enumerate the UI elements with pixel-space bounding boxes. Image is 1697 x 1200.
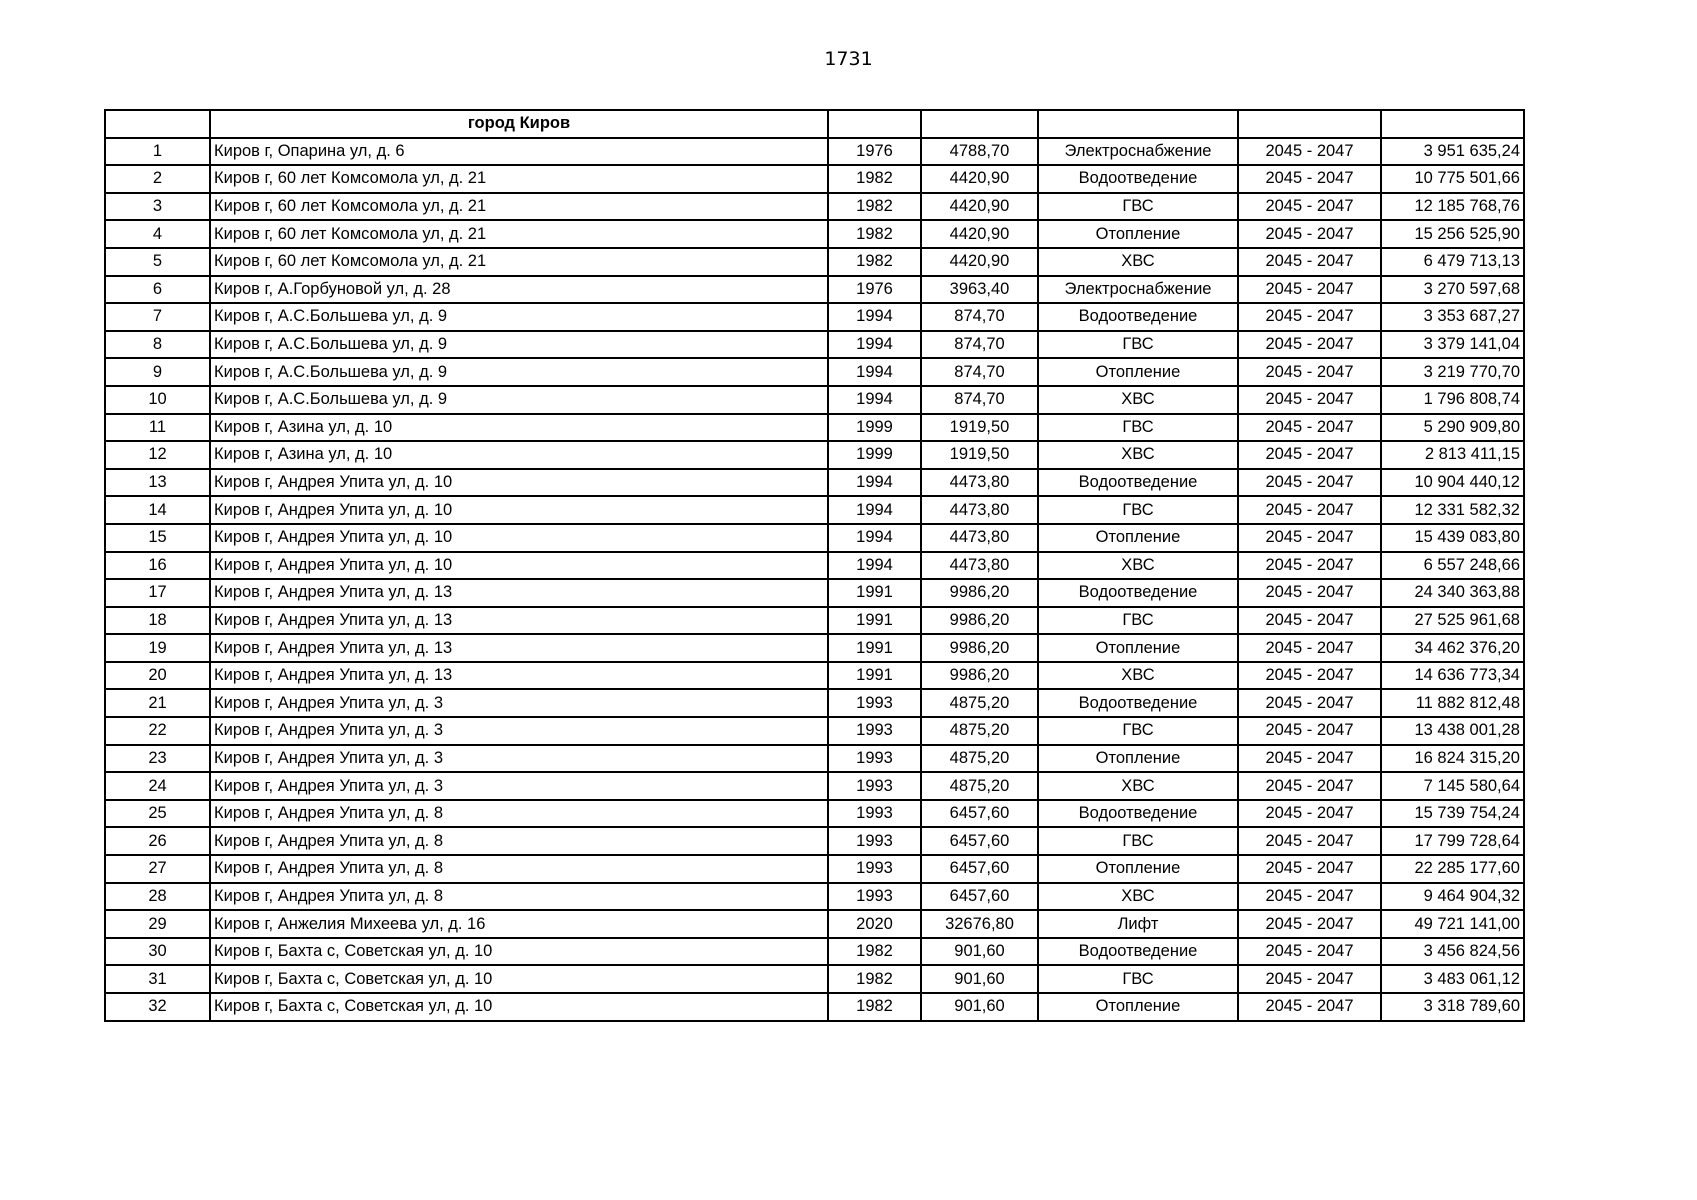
service-cell: ХВС — [1038, 386, 1238, 414]
table-row — [105, 414, 1524, 442]
period-cell: 2045 - 2047 — [1238, 248, 1381, 276]
address-cell: Киров г, Андрея Упита ул, д. 3 — [210, 772, 828, 800]
address-cell: Киров г, Опарина ул, д. 6 — [210, 138, 828, 166]
area-cell: 3963,40 — [921, 276, 1038, 304]
table-row — [105, 855, 1524, 883]
cost-cell: 3 353 687,27 — [1381, 303, 1524, 331]
area-cell: 4875,20 — [921, 772, 1038, 800]
table-row — [105, 800, 1524, 828]
area-cell: 6457,60 — [921, 800, 1038, 828]
period-cell: 2045 - 2047 — [1238, 331, 1381, 359]
table-row — [105, 938, 1524, 966]
group-cell-empty — [1038, 110, 1238, 138]
address-cell: Киров г, Андрея Упита ул, д. 8 — [210, 855, 828, 883]
area-cell: 9986,20 — [921, 634, 1038, 662]
row-number: 6 — [105, 276, 210, 304]
cost-cell: 13 438 001,28 — [1381, 717, 1524, 745]
address-cell: Киров г, А.С.Большева ул, д. 9 — [210, 386, 828, 414]
period-cell: 2045 - 2047 — [1238, 800, 1381, 828]
area-cell: 901,60 — [921, 965, 1038, 993]
area-cell: 9986,20 — [921, 662, 1038, 690]
year-cell: 1994 — [828, 552, 921, 580]
address-cell: Киров г, Андрея Упита ул, д. 8 — [210, 800, 828, 828]
cost-cell: 3 379 141,04 — [1381, 331, 1524, 359]
cost-cell: 11 882 812,48 — [1381, 689, 1524, 717]
row-number: 5 — [105, 248, 210, 276]
service-cell: Лифт — [1038, 910, 1238, 938]
table-row — [105, 469, 1524, 497]
cost-cell: 10 775 501,66 — [1381, 165, 1524, 193]
period-cell: 2045 - 2047 — [1238, 579, 1381, 607]
year-cell: 1982 — [828, 193, 921, 221]
year-cell: 1994 — [828, 331, 921, 359]
period-cell: 2045 - 2047 — [1238, 193, 1381, 221]
row-number: 27 — [105, 855, 210, 883]
year-cell: 1982 — [828, 248, 921, 276]
cost-cell: 14 636 773,34 — [1381, 662, 1524, 690]
table-row — [105, 993, 1524, 1021]
year-cell: 1982 — [828, 993, 921, 1021]
service-cell: Водоотведение — [1038, 303, 1238, 331]
table-row — [105, 579, 1524, 607]
area-cell: 874,70 — [921, 331, 1038, 359]
year-cell: 1982 — [828, 938, 921, 966]
table-row — [105, 331, 1524, 359]
address-cell: Киров г, 60 лет Комсомола ул, д. 21 — [210, 220, 828, 248]
period-cell: 2045 - 2047 — [1238, 827, 1381, 855]
table-row — [105, 772, 1524, 800]
cost-cell: 3 483 061,12 — [1381, 965, 1524, 993]
service-cell: ХВС — [1038, 662, 1238, 690]
row-number: 11 — [105, 414, 210, 442]
row-number: 16 — [105, 552, 210, 580]
table-row — [105, 138, 1524, 166]
table-row — [105, 524, 1524, 552]
address-cell: Киров г, Андрея Упита ул, д. 10 — [210, 469, 828, 497]
table-row — [105, 634, 1524, 662]
address-cell: Киров г, А.С.Большева ул, д. 9 — [210, 331, 828, 359]
address-cell: Киров г, Бахта с, Советская ул, д. 10 — [210, 965, 828, 993]
table-row — [105, 248, 1524, 276]
cost-cell: 10 904 440,12 — [1381, 469, 1524, 497]
row-number: 28 — [105, 883, 210, 911]
address-cell: Киров г, Андрея Упита ул, д. 10 — [210, 524, 828, 552]
table-row — [105, 965, 1524, 993]
year-cell: 1993 — [828, 689, 921, 717]
year-cell: 1993 — [828, 883, 921, 911]
year-cell: 1991 — [828, 662, 921, 690]
period-cell: 2045 - 2047 — [1238, 276, 1381, 304]
address-cell: Киров г, Андрея Упита ул, д. 10 — [210, 552, 828, 580]
service-cell: ГВС — [1038, 827, 1238, 855]
period-cell: 2045 - 2047 — [1238, 883, 1381, 911]
service-cell: Водоотведение — [1038, 689, 1238, 717]
year-cell: 1999 — [828, 414, 921, 442]
table-row — [105, 165, 1524, 193]
cost-cell: 3 456 824,56 — [1381, 938, 1524, 966]
year-cell: 1976 — [828, 138, 921, 166]
table-row — [105, 358, 1524, 386]
row-number: 21 — [105, 689, 210, 717]
year-cell: 1993 — [828, 717, 921, 745]
year-cell: 1982 — [828, 220, 921, 248]
area-cell: 4420,90 — [921, 248, 1038, 276]
period-cell: 2045 - 2047 — [1238, 689, 1381, 717]
address-cell: Киров г, Андрея Упита ул, д. 13 — [210, 634, 828, 662]
row-number: 7 — [105, 303, 210, 331]
cost-cell: 3 951 635,24 — [1381, 138, 1524, 166]
cost-cell: 2 813 411,15 — [1381, 441, 1524, 469]
table-row — [105, 745, 1524, 773]
year-cell: 1993 — [828, 855, 921, 883]
cost-cell: 24 340 363,88 — [1381, 579, 1524, 607]
table-row — [105, 607, 1524, 635]
period-cell: 2045 - 2047 — [1238, 910, 1381, 938]
year-cell: 1976 — [828, 276, 921, 304]
area-cell: 9986,20 — [921, 607, 1038, 635]
table-row — [105, 827, 1524, 855]
period-cell: 2045 - 2047 — [1238, 634, 1381, 662]
cost-cell: 15 739 754,24 — [1381, 800, 1524, 828]
year-cell: 1993 — [828, 827, 921, 855]
address-cell: Киров г, Азина ул, д. 10 — [210, 414, 828, 442]
area-cell: 4788,70 — [921, 138, 1038, 166]
row-number: 20 — [105, 662, 210, 690]
service-cell: ГВС — [1038, 607, 1238, 635]
year-cell: 1991 — [828, 607, 921, 635]
area-cell: 874,70 — [921, 386, 1038, 414]
period-cell: 2045 - 2047 — [1238, 993, 1381, 1021]
service-cell: Электроснабжение — [1038, 276, 1238, 304]
service-cell: Водоотведение — [1038, 469, 1238, 497]
row-number: 23 — [105, 745, 210, 773]
address-cell: Киров г, Бахта с, Советская ул, д. 10 — [210, 993, 828, 1021]
address-cell: Киров г, Андрея Упита ул, д. 3 — [210, 689, 828, 717]
service-cell: ГВС — [1038, 193, 1238, 221]
period-cell: 2045 - 2047 — [1238, 772, 1381, 800]
row-number: 30 — [105, 938, 210, 966]
table-row — [105, 386, 1524, 414]
row-number: 29 — [105, 910, 210, 938]
period-cell: 2045 - 2047 — [1238, 607, 1381, 635]
address-cell: Киров г, А.Горбуновой ул, д. 28 — [210, 276, 828, 304]
cost-cell: 1 796 808,74 — [1381, 386, 1524, 414]
address-cell: Киров г, Андрея Упита ул, д. 13 — [210, 662, 828, 690]
cost-cell: 6 479 713,13 — [1381, 248, 1524, 276]
year-cell: 1991 — [828, 579, 921, 607]
area-cell: 6457,60 — [921, 883, 1038, 911]
area-cell: 874,70 — [921, 358, 1038, 386]
row-number: 14 — [105, 496, 210, 524]
area-cell: 4473,80 — [921, 552, 1038, 580]
address-cell: Киров г, Андрея Упита ул, д. 13 — [210, 607, 828, 635]
year-cell: 1999 — [828, 441, 921, 469]
area-cell: 32676,80 — [921, 910, 1038, 938]
period-cell: 2045 - 2047 — [1238, 965, 1381, 993]
address-cell: Киров г, Андрея Упита ул, д. 8 — [210, 883, 828, 911]
period-cell: 2045 - 2047 — [1238, 220, 1381, 248]
area-cell: 4473,80 — [921, 469, 1038, 497]
service-cell: Водоотведение — [1038, 938, 1238, 966]
service-cell: ГВС — [1038, 414, 1238, 442]
period-cell: 2045 - 2047 — [1238, 386, 1381, 414]
area-cell: 4875,20 — [921, 717, 1038, 745]
row-number: 22 — [105, 717, 210, 745]
period-cell: 2045 - 2047 — [1238, 745, 1381, 773]
service-cell: Отопление — [1038, 220, 1238, 248]
year-cell: 1994 — [828, 358, 921, 386]
year-cell: 2020 — [828, 910, 921, 938]
cost-cell: 34 462 376,20 — [1381, 634, 1524, 662]
area-cell: 4420,90 — [921, 193, 1038, 221]
year-cell: 1994 — [828, 524, 921, 552]
service-cell: Электроснабжение — [1038, 138, 1238, 166]
cost-cell: 16 824 315,20 — [1381, 745, 1524, 773]
row-number: 12 — [105, 441, 210, 469]
cost-cell: 22 285 177,60 — [1381, 855, 1524, 883]
cost-cell: 3 318 789,60 — [1381, 993, 1524, 1021]
service-cell: ХВС — [1038, 441, 1238, 469]
period-cell: 2045 - 2047 — [1238, 469, 1381, 497]
period-cell: 2045 - 2047 — [1238, 414, 1381, 442]
area-cell: 6457,60 — [921, 855, 1038, 883]
row-number: 1 — [105, 138, 210, 166]
row-number: 10 — [105, 386, 210, 414]
address-cell: Киров г, Азина ул, д. 10 — [210, 441, 828, 469]
year-cell: 1994 — [828, 386, 921, 414]
area-cell: 9986,20 — [921, 579, 1038, 607]
cost-cell: 3 270 597,68 — [1381, 276, 1524, 304]
address-cell: Киров г, Андрея Упита ул, д. 13 — [210, 579, 828, 607]
cost-cell: 6 557 248,66 — [1381, 552, 1524, 580]
area-cell: 874,70 — [921, 303, 1038, 331]
year-cell: 1993 — [828, 745, 921, 773]
row-number: 2 — [105, 165, 210, 193]
row-number: 32 — [105, 993, 210, 1021]
period-cell: 2045 - 2047 — [1238, 165, 1381, 193]
area-cell: 4420,90 — [921, 220, 1038, 248]
cost-cell: 49 721 141,00 — [1381, 910, 1524, 938]
address-cell: Киров г, Андрея Упита ул, д. 3 — [210, 745, 828, 773]
cost-cell: 15 256 525,90 — [1381, 220, 1524, 248]
cost-cell: 17 799 728,64 — [1381, 827, 1524, 855]
service-cell: Отопление — [1038, 358, 1238, 386]
table-row — [105, 552, 1524, 580]
cost-cell: 27 525 961,68 — [1381, 607, 1524, 635]
period-cell: 2045 - 2047 — [1238, 441, 1381, 469]
area-cell: 4875,20 — [921, 745, 1038, 773]
row-number: 31 — [105, 965, 210, 993]
address-cell: Киров г, Андрея Упита ул, д. 10 — [210, 496, 828, 524]
service-cell: Отопление — [1038, 993, 1238, 1021]
year-cell: 1993 — [828, 772, 921, 800]
area-cell: 4420,90 — [921, 165, 1038, 193]
service-cell: Водоотведение — [1038, 165, 1238, 193]
table-row — [105, 910, 1524, 938]
period-cell: 2045 - 2047 — [1238, 717, 1381, 745]
service-cell: ХВС — [1038, 772, 1238, 800]
area-cell: 901,60 — [921, 993, 1038, 1021]
table-row — [105, 193, 1524, 221]
address-cell: Киров г, 60 лет Комсомола ул, д. 21 — [210, 193, 828, 221]
service-cell: ГВС — [1038, 717, 1238, 745]
row-number: 13 — [105, 469, 210, 497]
table-row — [105, 496, 1524, 524]
year-cell: 1991 — [828, 634, 921, 662]
row-number: 8 — [105, 331, 210, 359]
address-cell: Киров г, А.С.Большева ул, д. 9 — [210, 303, 828, 331]
area-cell: 901,60 — [921, 938, 1038, 966]
period-cell: 2045 - 2047 — [1238, 358, 1381, 386]
period-cell: 2045 - 2047 — [1238, 496, 1381, 524]
service-cell: ГВС — [1038, 496, 1238, 524]
row-number: 4 — [105, 220, 210, 248]
table-row — [105, 441, 1524, 469]
table-row — [105, 220, 1524, 248]
service-cell: Водоотведение — [1038, 579, 1238, 607]
row-number: 17 — [105, 579, 210, 607]
table-body — [105, 110, 1524, 1021]
service-cell: Отопление — [1038, 855, 1238, 883]
group-cell-empty — [1238, 110, 1381, 138]
area-cell: 4875,20 — [921, 689, 1038, 717]
address-cell: Киров г, 60 лет Комсомола ул, д. 21 — [210, 248, 828, 276]
group-title: город Киров — [210, 110, 828, 138]
year-cell: 1993 — [828, 800, 921, 828]
page-number: 1731 — [824, 48, 873, 70]
service-cell: ХВС — [1038, 883, 1238, 911]
year-cell: 1982 — [828, 965, 921, 993]
group-cell-empty — [921, 110, 1038, 138]
table-row — [105, 303, 1524, 331]
period-cell: 2045 - 2047 — [1238, 938, 1381, 966]
row-number: 24 — [105, 772, 210, 800]
period-cell: 2045 - 2047 — [1238, 662, 1381, 690]
area-cell: 4473,80 — [921, 496, 1038, 524]
cost-cell: 5 290 909,80 — [1381, 414, 1524, 442]
service-cell: ГВС — [1038, 331, 1238, 359]
year-cell: 1982 — [828, 165, 921, 193]
service-cell: ХВС — [1038, 552, 1238, 580]
cost-cell: 7 145 580,64 — [1381, 772, 1524, 800]
table-row — [105, 276, 1524, 304]
row-number: 26 — [105, 827, 210, 855]
period-cell: 2045 - 2047 — [1238, 552, 1381, 580]
service-cell: Водоотведение — [1038, 800, 1238, 828]
service-cell: ГВС — [1038, 965, 1238, 993]
row-number: 9 — [105, 358, 210, 386]
period-cell: 2045 - 2047 — [1238, 138, 1381, 166]
row-number: 15 — [105, 524, 210, 552]
row-number: 19 — [105, 634, 210, 662]
cost-cell: 3 219 770,70 — [1381, 358, 1524, 386]
year-cell: 1994 — [828, 469, 921, 497]
area-cell: 6457,60 — [921, 827, 1038, 855]
buildings-table — [104, 109, 1525, 1022]
address-cell: Киров г, Анжелия Михеева ул, д. 16 — [210, 910, 828, 938]
period-cell: 2045 - 2047 — [1238, 303, 1381, 331]
service-cell: Отопление — [1038, 524, 1238, 552]
group-cell-empty — [105, 110, 210, 138]
table-row — [105, 717, 1524, 745]
row-number: 25 — [105, 800, 210, 828]
period-cell: 2045 - 2047 — [1238, 524, 1381, 552]
address-cell: Киров г, Андрея Упита ул, д. 3 — [210, 717, 828, 745]
group-header-row — [105, 110, 1524, 138]
cost-cell: 9 464 904,32 — [1381, 883, 1524, 911]
address-cell: Киров г, А.С.Большева ул, д. 9 — [210, 358, 828, 386]
service-cell: Отопление — [1038, 745, 1238, 773]
address-cell: Киров г, Бахта с, Советская ул, д. 10 — [210, 938, 828, 966]
cost-cell: 15 439 083,80 — [1381, 524, 1524, 552]
table-row — [105, 689, 1524, 717]
address-cell: Киров г, 60 лет Комсомола ул, д. 21 — [210, 165, 828, 193]
cost-cell: 12 185 768,76 — [1381, 193, 1524, 221]
address-cell: Киров г, Андрея Упита ул, д. 8 — [210, 827, 828, 855]
area-cell: 1919,50 — [921, 414, 1038, 442]
row-number: 3 — [105, 193, 210, 221]
area-cell: 4473,80 — [921, 524, 1038, 552]
year-cell: 1994 — [828, 496, 921, 524]
group-cell-empty — [1381, 110, 1524, 138]
cost-cell: 12 331 582,32 — [1381, 496, 1524, 524]
table-row — [105, 883, 1524, 911]
year-cell: 1994 — [828, 303, 921, 331]
period-cell: 2045 - 2047 — [1238, 855, 1381, 883]
table-row — [105, 662, 1524, 690]
group-cell-empty — [828, 110, 921, 138]
area-cell: 1919,50 — [921, 441, 1038, 469]
service-cell: ХВС — [1038, 248, 1238, 276]
row-number: 18 — [105, 607, 210, 635]
service-cell: Отопление — [1038, 634, 1238, 662]
